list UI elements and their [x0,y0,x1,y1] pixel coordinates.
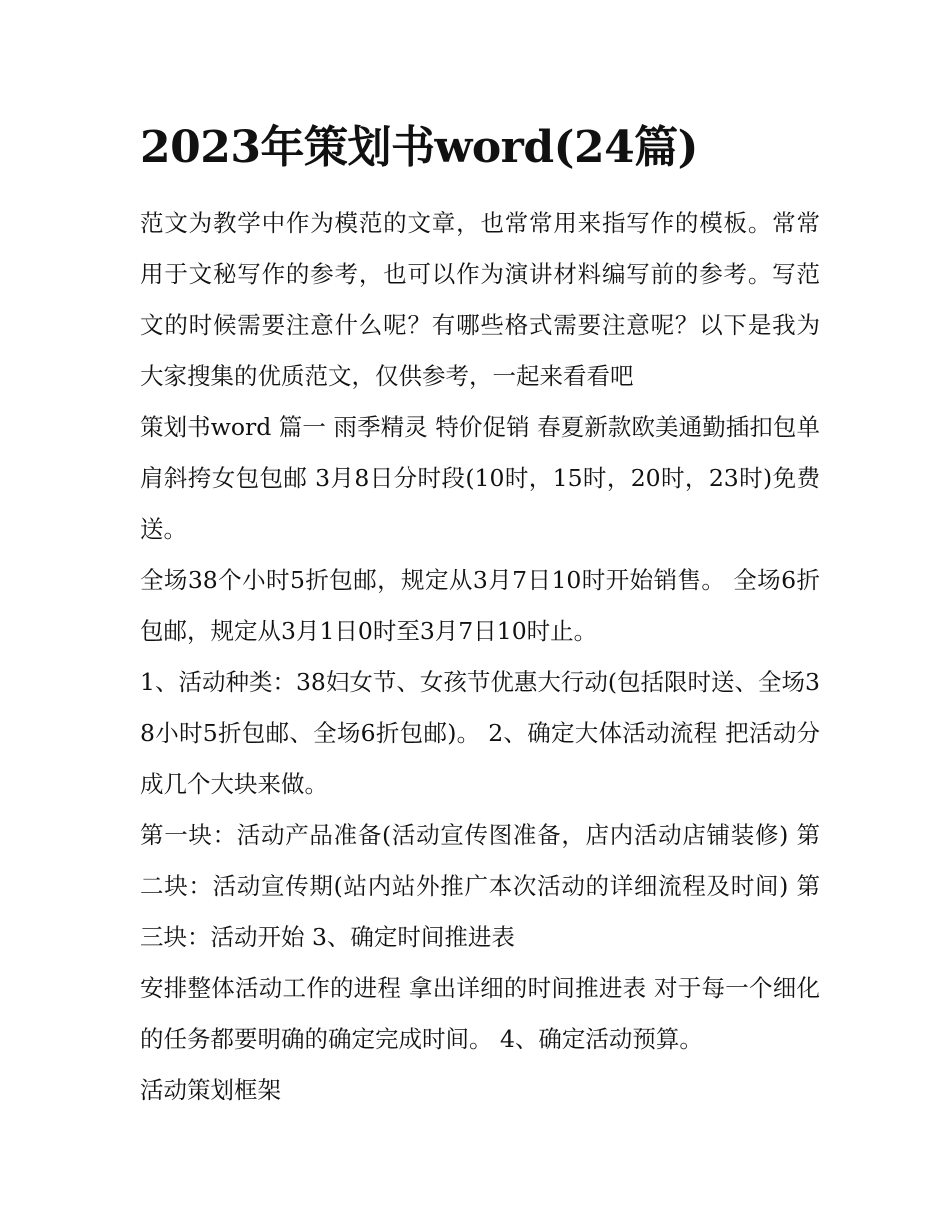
paragraph-promo: 策划书word 篇一 雨季精灵 特价促销 春夏新款欧美通勤插扣包单肩斜挎女包包邮 3月8日分时段(10时，15时，20时，23时)免费送。 [140,413,820,543]
paragraph-activity-blocks: 第一块：活动产品准备(活动宣传图准备，店内活动店铺装修) 第二块：活动宣传期(站内站外推广本次活动的详细流程及时间) 第三块：活动开始 3、确定时间推进表 [140,821,820,951]
document-page [140,118,820,1116]
document-title: 2023年策划书word(24篇) [140,122,698,173]
paragraph-schedule: 安排整体活动工作的进程 拿出详细的时间推进表 对于每一个细化的任务都要明确的确定完成时间。 4、确定活动预算。 [140,974,820,1053]
paragraph-discount: 全场38个小时5折包邮，规定从3月7日10时开始销售。 全场6折包邮，规定从3月1日0时至3月7日10时止。 [140,566,820,645]
paragraph-activity-type: 1、活动种类：38妇女节、女孩节优惠大行动(包括限时送、全场38小时5折包邮、全场6折包邮)。 2、确定大体活动流程 把活动分成几个大块来做。 [140,668,820,798]
paragraph-framework: 活动策划框架 [140,1076,281,1104]
paragraph-intro: 范文为教学中作为模范的文章，也常常用来指写作的模板。常常用于文秘写作的参考，也可以作为演讲材料编写前的参考。写范文的时候需要注意什么呢？有哪些格式需要注意呢？以下是我为大家搜集的优质范文，仅供参考，一起来看看吧 [140,209,820,390]
